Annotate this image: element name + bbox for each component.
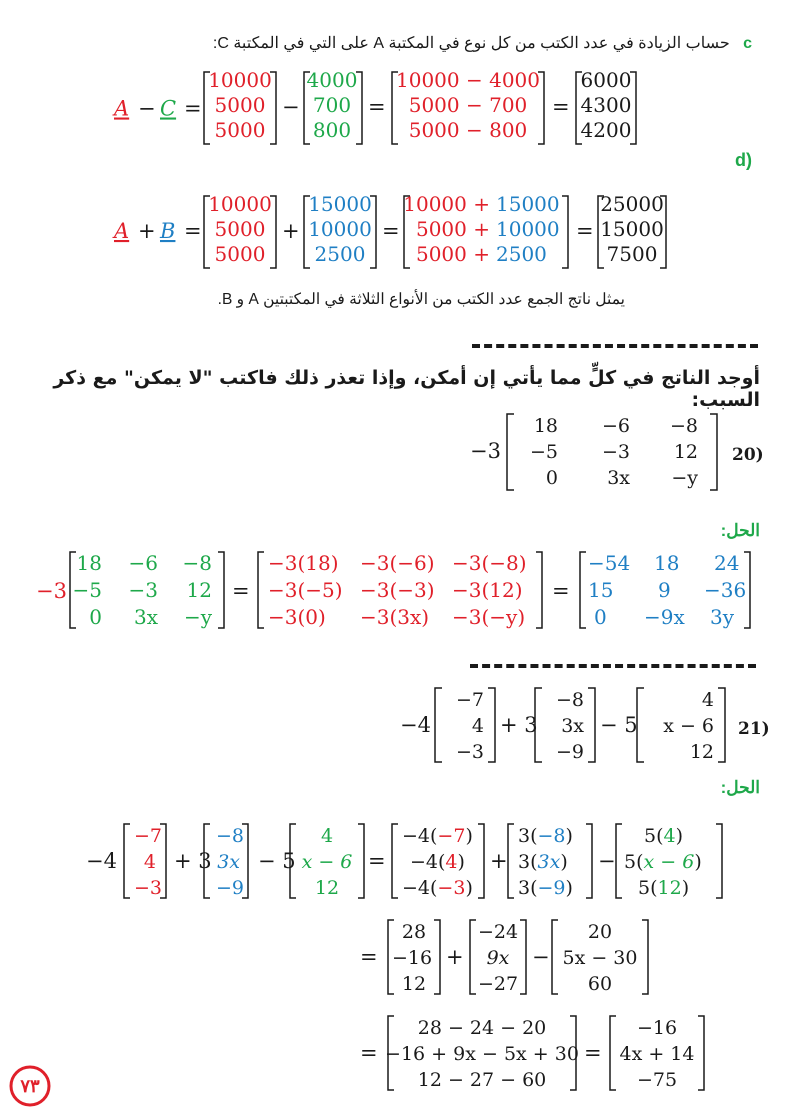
q21-e3-val: x − 6 [643, 851, 695, 873]
q20-sol-m3-cell: 0 [594, 605, 607, 629]
q20-sol-m1-cell: 3x [133, 605, 158, 629]
part-c-eq-2: = [552, 95, 570, 119]
part-c-m2-cell: 4000 [306, 68, 358, 92]
q21-coef1: −4 [400, 713, 431, 737]
part-d-plus: + [282, 219, 300, 243]
q21-v1-cell: 4 [471, 715, 484, 737]
q21-v1 [456, 689, 484, 763]
part-c-C: C [160, 96, 177, 121]
part-c-m3-cell: 5000 − 700 [408, 93, 528, 117]
q20-sol-m1-cell: −8 [182, 551, 212, 575]
part-c-m2-cell: 700 [312, 93, 352, 117]
q20-sol-m2-cell: −3(−3) [360, 578, 435, 602]
q21-s-v3-cell: x − 6 [301, 851, 353, 873]
q21-s-eq: = [368, 849, 386, 873]
q21-r3-cell: 60 [587, 973, 613, 995]
q21-r1-cell: 12 [401, 973, 427, 995]
q21-s-v3 [302, 825, 353, 899]
q21-solution-label: الحل: [720, 778, 760, 797]
q20-sol-scalar: −3 [36, 579, 67, 603]
page-number-badge [8, 1064, 52, 1108]
part-d-B: B [160, 219, 176, 243]
q20-sol-m2 [268, 551, 527, 629]
part-d-m2-cell: 2500 [314, 242, 366, 266]
q21-s-v2-cell: 3x [217, 851, 240, 873]
q21-e3-row [644, 825, 683, 847]
part-c-label: c [743, 35, 752, 52]
q21-l2-eq: = [360, 945, 378, 969]
q20-sol-m3-cell: 18 [654, 551, 680, 575]
part-d-m1 [208, 192, 272, 266]
q21-e3-post: ) [675, 825, 684, 847]
part-c-m4-cell: 4300 [580, 93, 632, 117]
q21-op2: − 5 [600, 713, 638, 737]
q21-s-v2-cell: −8 [215, 825, 244, 847]
q21-v3 [663, 689, 714, 763]
q20-sol-m2-cell: −3(−8) [452, 551, 527, 575]
part-c-text: حساب الزيادة في عدد الكتب من كل نوع في المكتبة A على التي في المكتبة C: [212, 35, 730, 52]
q21-e3-post: ) [681, 877, 690, 899]
part-c-m2 [307, 68, 358, 142]
q21-e1-row [402, 825, 473, 847]
part-d-A: A [114, 219, 130, 243]
divider [470, 664, 756, 668]
q21-s-v2 [216, 825, 244, 899]
q21-e3-pre: 5( [638, 877, 658, 899]
q21-s-v1-cell: −7 [133, 825, 162, 847]
part-c-minus-op: − [138, 96, 156, 121]
q21-r1-cell: 28 [401, 921, 427, 943]
q20-sol-m2-cell: −3(−6) [360, 551, 435, 575]
q21-solution-line1 [86, 818, 726, 902]
q21-e1-pre: −4( [402, 877, 438, 899]
part-c-m3 [396, 68, 540, 142]
q21-s-v2-cell: −9 [215, 877, 244, 899]
q21-e1-val: 4 [445, 851, 458, 873]
q21-c1-cell: 12 − 27 − 60 [417, 1069, 547, 1091]
q20-sol-m3-cell: 3y [710, 605, 735, 629]
part-d-m3-right: 15000 [496, 192, 560, 216]
q21-final [620, 1017, 695, 1091]
q21-v3-cell: 12 [689, 741, 714, 763]
q20-sol-m1-cell: −3 [128, 578, 158, 602]
q20-sol-m2-cell: −3(0) [268, 605, 326, 629]
part-c-m4 [581, 68, 632, 142]
part-d-m1-cell: 10000 [208, 192, 272, 216]
q21-e1-row [410, 851, 465, 873]
q21-final-cell: −16 [636, 1017, 678, 1039]
q21-e3 [624, 825, 702, 899]
part-d-m3-right: 10000 [496, 217, 560, 241]
q20-cell: 0 [545, 467, 558, 489]
q20-solution [28, 548, 768, 632]
q21-e2 [518, 825, 573, 899]
q21-c1-cell: 28 − 24 − 20 [417, 1017, 547, 1039]
part-d-note: يمثل ناتج الجمع عدد الكتب من الأنواع الثلاثة في المكتبتين A و B. [217, 291, 625, 308]
part-d-m1-cell: 5000 [214, 242, 266, 266]
q21-e-minus: − [598, 849, 616, 873]
part-d-m3-left: 5000 + [415, 242, 490, 266]
part-d-equation [110, 192, 670, 272]
q21-e1-post: ) [465, 877, 473, 899]
q21-e1-post: ) [457, 851, 465, 873]
part-c-m1-cell: 5000 [214, 93, 266, 117]
q21-r1 [392, 921, 432, 995]
q21-v1-cell: −7 [455, 689, 484, 711]
q20-sol-m3-cell: −54 [588, 551, 631, 575]
q21-s-coef1: −4 [86, 849, 117, 873]
q21-e3-pre: 5( [624, 851, 644, 873]
part-c-A: A [114, 96, 130, 121]
q21-r2 [478, 921, 518, 995]
q20-matrix [530, 415, 698, 489]
q20-cell: 12 [673, 441, 698, 463]
q20-sol-m1-cell: −y [183, 605, 212, 629]
q21-e3-post: ) [694, 851, 702, 873]
q21-v1-cell: −3 [455, 741, 484, 763]
q20-sol-m2-cell: −3(18) [268, 551, 339, 575]
q20-sol-m3-cell: 24 [714, 551, 740, 575]
q20-cell: −y [671, 467, 698, 489]
q21-v2-cell: 3x [561, 715, 584, 737]
q21-e2-val: −9 [537, 877, 566, 899]
part-d-m2-cell: 10000 [308, 217, 372, 241]
q21-e2-pre: 3( [518, 851, 538, 873]
q21-c1-cell: −16 + 9x − 5x + 30 [385, 1043, 579, 1065]
q21-e2-row [518, 877, 573, 899]
q21-solution-line2 [360, 914, 660, 998]
part-d-m3-right: 2500 [496, 242, 547, 266]
q20-cell: −3 [601, 441, 630, 463]
q21-s-op1: + 3 [174, 849, 212, 873]
q20-sol-m3-cell: −9x [644, 605, 685, 629]
q21-r1-cell: −16 [391, 947, 433, 969]
part-c-eq-op: = [184, 96, 202, 121]
q20-question [470, 408, 780, 494]
q21-solution-line3 [360, 1010, 720, 1094]
q20-sol-m3 [588, 551, 746, 629]
q20-sol-m2-cell: −3(12) [452, 578, 523, 602]
q20-sol-m1-cell: −6 [128, 551, 158, 575]
part-c-m2-cell: 800 [312, 118, 352, 142]
part-d-m2 [308, 192, 372, 266]
part-d-eq-op: = [184, 219, 202, 243]
part-c-m1-cell: 10000 [208, 68, 272, 92]
q21-r3-cell: 5x − 30 [562, 947, 638, 969]
page-number: ٧٣ [20, 1076, 40, 1097]
part-d-eq-2: = [576, 219, 594, 243]
part-c-equation [110, 68, 650, 148]
q20-cell: −6 [601, 415, 630, 437]
part-d-eq: = [382, 219, 400, 243]
q21-e1-val: −7 [437, 825, 466, 847]
q21-e1-pre: −4( [410, 851, 446, 873]
q21-e1-val: −3 [437, 877, 466, 899]
q21-s-v1-cell: 4 [143, 851, 156, 873]
divider [472, 344, 758, 348]
q21-v2 [556, 689, 584, 763]
part-d-m4 [600, 192, 664, 266]
q20-cell: 3x [607, 467, 630, 489]
part-d-m3-left: 5000 + [415, 217, 490, 241]
q21-question [400, 680, 780, 770]
q20-sol-m3-cell: 9 [658, 578, 671, 602]
q21-s-v1-cell: −3 [133, 877, 162, 899]
q21-r2-cell: 9x [486, 947, 510, 969]
q21-e2-pre: 3( [518, 877, 538, 899]
q20-sol-m2-cell: −3(−5) [268, 578, 343, 602]
q21-e2-row [518, 851, 568, 873]
q21-l2-plus: + [446, 945, 464, 969]
q21-r2-cell: −27 [477, 973, 519, 995]
q21-c1 [385, 1017, 579, 1091]
q21-r3 [563, 921, 638, 995]
part-c-text-line [32, 33, 752, 53]
q21-e3-row [624, 851, 702, 873]
q21-l2-minus: − [532, 945, 550, 969]
q21-op1: + 3 [500, 713, 538, 737]
q20-sol-m1-cell: −5 [72, 578, 102, 602]
q21-final-cell: 4x + 14 [619, 1043, 695, 1065]
q21-e2-pre: 3( [518, 825, 538, 847]
q21-e2-row [518, 825, 573, 847]
q21-e1-pre: −4( [402, 825, 438, 847]
q20-scalar: −3 [470, 439, 501, 463]
q21-s-v3-cell: 12 [314, 877, 340, 899]
q21-v2-cell: −8 [555, 689, 584, 711]
part-c-m3-cell: 5000 − 800 [408, 118, 528, 142]
q20-sol-eq-1: = [232, 579, 250, 603]
part-d-label: (d [735, 150, 752, 170]
q20-cell: −5 [529, 441, 558, 463]
q21-e3-val: 4 [663, 825, 676, 847]
q21-s-v3-cell: 4 [320, 825, 334, 847]
q21-v2-cell: −9 [555, 741, 584, 763]
part-d-m2-cell: 15000 [308, 192, 372, 216]
q21-r2-cell: −24 [477, 921, 519, 943]
part-c-m4-cell: 6000 [580, 68, 632, 92]
part-d-m4-cell: 15000 [600, 217, 664, 241]
part-c-minus: − [282, 95, 300, 119]
q20-sol-eq-2: = [552, 579, 570, 603]
part-d-m3 [403, 192, 559, 266]
q21-s-v1 [134, 825, 162, 899]
q21-r3-cell: 20 [587, 921, 613, 943]
part-c-eq: = [368, 95, 386, 119]
part-d-m4-cell: 25000 [600, 192, 664, 216]
q21-e1-row [402, 877, 473, 899]
q21-e2-val: −8 [537, 825, 566, 847]
q20-number: 20) [732, 445, 764, 465]
q20-sol-m1-cell: 12 [186, 578, 212, 602]
q20-solution-label: الحل: [720, 521, 760, 540]
q20-sol-m1 [73, 551, 213, 629]
q20-sol-m2-cell: −3(−y) [452, 605, 526, 629]
q21-e3-row [638, 877, 689, 899]
q21-l3-eq-2: = [584, 1041, 602, 1065]
q21-e3-pre: 5( [644, 825, 664, 847]
q21-e2-val: 3x [537, 851, 561, 873]
q20-sol-m3-cell: −36 [704, 578, 747, 602]
q21-e1 [402, 825, 473, 899]
q21-number: 21) [738, 719, 770, 739]
q21-final-cell: −75 [636, 1069, 678, 1091]
q21-l3-eq: = [360, 1041, 378, 1065]
part-d-m1-cell: 5000 [214, 217, 266, 241]
part-c-m3-cell: 10000 − 4000 [396, 68, 540, 92]
part-d-m4-cell: 7500 [606, 242, 658, 266]
q21-e1-post: ) [465, 825, 473, 847]
q21-e2-post: ) [565, 825, 573, 847]
q21-e3-val: 12 [657, 877, 682, 899]
q21-e2-post: ) [565, 877, 573, 899]
q21-v3-cell: 4 [701, 689, 714, 711]
q21-e-plus: + [490, 849, 508, 873]
q20-sol-m2-cell: −3(3x) [360, 605, 430, 629]
q20-sol-m3-cell: 15 [588, 578, 614, 602]
q21-v3-cell: x − 6 [663, 715, 714, 737]
q20-sol-m1-cell: 18 [76, 551, 102, 575]
q20-sol-m1-cell: 0 [89, 605, 102, 629]
part-c-m4-cell: 4200 [580, 118, 632, 142]
part-d-m3-left: 10000 + [403, 192, 490, 216]
q20-cell: −8 [669, 415, 698, 437]
q21-e2-post: ) [560, 851, 568, 873]
q21-s-op2: − 5 [258, 849, 296, 873]
q20-cell: 18 [533, 415, 558, 437]
instruction: أوجد الناتج في كلٍّ مما يأتي إن أمكن، وإذا تعذر ذلك فاكتب "لا يمكن" مع ذكر السبب: [53, 367, 760, 411]
part-c-m1-cell: 5000 [214, 118, 266, 142]
part-c-m1 [208, 68, 272, 142]
part-d-plus-op: + [138, 219, 156, 243]
